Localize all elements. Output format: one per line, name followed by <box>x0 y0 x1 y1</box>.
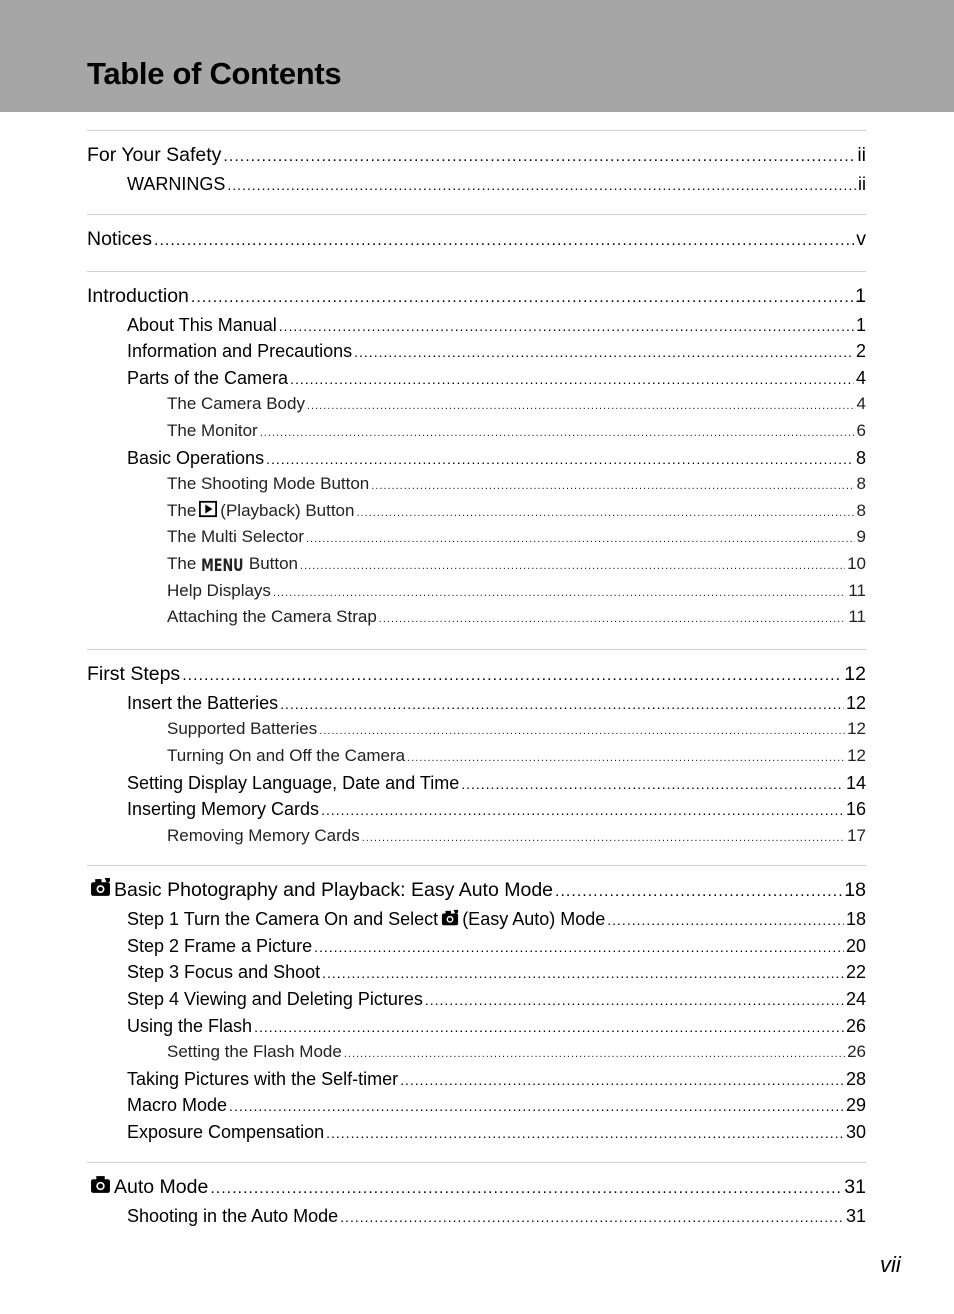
toc-entry-page: 24 <box>845 989 866 1010</box>
toc-entry-title <box>127 906 605 935</box>
toc-entry-title <box>87 658 180 690</box>
leader-dots <box>379 606 847 633</box>
toc-entry-page: 12 <box>845 692 866 713</box>
toc-entry[interactable] <box>87 312 866 339</box>
toc-entry-title <box>127 1119 324 1146</box>
toc-entry-page: 26 <box>845 1015 866 1036</box>
toc-entry[interactable] <box>87 1092 866 1119</box>
easy-auto-icon <box>441 908 459 935</box>
toc-section <box>87 649 866 866</box>
toc-entry-title <box>127 770 459 797</box>
toc-entry-title <box>127 1066 398 1093</box>
toc-section <box>87 865 866 1161</box>
toc-entry-page: 17 <box>847 825 866 845</box>
toc-entry-title <box>167 418 258 445</box>
toc-entry-label: Supported Batteries <box>167 719 318 739</box>
toc-entry-label: (Playback) Button <box>220 500 355 520</box>
toc-entry[interactable] <box>87 823 866 850</box>
leader-dots <box>407 745 845 772</box>
toc-entry-label: The Multi Selector <box>167 527 304 547</box>
toc-entry[interactable] <box>87 770 866 797</box>
leader-dots <box>229 1093 844 1120</box>
toc-entry[interactable] <box>87 658 866 690</box>
toc-entry-page: 8 <box>856 500 866 520</box>
toc-entry[interactable] <box>87 578 866 605</box>
toc-entry-title <box>167 471 369 498</box>
toc-entry[interactable] <box>87 280 866 312</box>
toc-entry-title <box>87 223 152 255</box>
toc-entry-title <box>167 1039 342 1066</box>
leader-dots <box>266 446 854 473</box>
toc-entry-label: Introduction <box>87 284 189 307</box>
toc-entry-title <box>167 551 298 580</box>
toc-entry[interactable] <box>87 986 866 1013</box>
toc-entry-title <box>167 823 360 850</box>
toc-entry-page: 12 <box>847 719 866 739</box>
toc-entry[interactable] <box>87 796 866 823</box>
toc-entry-page: 26 <box>847 1042 866 1062</box>
toc-entry-title <box>127 959 320 986</box>
toc-entry[interactable] <box>87 365 866 392</box>
toc-entry-page: v <box>856 227 866 250</box>
toc-entry[interactable] <box>87 418 866 445</box>
toc-entry-label: Attaching the Camera Strap <box>167 607 377 627</box>
toc-entry-label: Information and Precautions <box>127 341 353 362</box>
leader-dots <box>371 473 854 500</box>
toc-entry-label: Shooting in the Auto Mode <box>127 1205 339 1226</box>
toc-entry-title <box>127 1013 252 1040</box>
toc-entry-title <box>127 365 288 392</box>
toc-entry-title <box>87 139 221 171</box>
toc-entry-title <box>167 578 271 605</box>
toc-entry-label: Setting the Flash Mode <box>167 1042 342 1062</box>
leader-dots <box>607 907 844 934</box>
toc-entry-page: 8 <box>855 447 866 468</box>
toc-entry-title <box>167 524 304 551</box>
toc-entry-label: The Monitor <box>167 420 258 440</box>
toc-entry-page: 31 <box>844 1175 866 1198</box>
toc-entry-prefix: The <box>167 553 197 573</box>
toc-entry[interactable] <box>87 933 866 960</box>
toc-entry-label: Button <box>248 553 299 573</box>
leader-dots <box>223 141 855 173</box>
toc-entry-page: 4 <box>855 367 866 388</box>
toc-entry-title <box>127 171 225 198</box>
leader-dots <box>400 1067 844 1094</box>
toc-entry[interactable] <box>87 959 866 986</box>
toc-entry-page: 31 <box>845 1205 866 1226</box>
toc-entry-title <box>127 796 319 823</box>
toc-entry-label: Insert the Batteries <box>127 692 279 713</box>
toc-entry-title <box>87 874 553 908</box>
toc-entry-page: 1 <box>855 284 866 307</box>
toc-entry-page: 9 <box>856 527 866 547</box>
toc-entry-page: 8 <box>856 474 866 494</box>
toc-entry[interactable] <box>87 874 866 906</box>
toc-entry-title <box>127 1203 338 1230</box>
leader-dots <box>154 225 854 257</box>
leader-dots <box>227 172 856 199</box>
leader-dots <box>307 393 855 420</box>
toc-entry-title <box>127 312 277 339</box>
toc-entry[interactable] <box>87 551 866 578</box>
toc-entry-label: For Your Safety <box>87 144 222 166</box>
toc-entry-page: 11 <box>848 607 866 627</box>
toc-entry-label: The Camera Body <box>167 394 305 414</box>
toc-entry-page: 12 <box>847 745 866 765</box>
menu-icon: MENU <box>201 555 244 576</box>
toc-section <box>87 1162 866 1246</box>
toc-entry-title <box>127 338 352 365</box>
toc-entry-label: Auto Mode <box>114 1175 209 1198</box>
leader-dots <box>314 934 844 961</box>
toc-entry[interactable] <box>87 1203 866 1230</box>
leader-dots <box>300 553 845 580</box>
toc-entry-page: 12 <box>844 662 866 685</box>
toc-entry[interactable] <box>87 498 866 525</box>
leader-dots <box>425 987 844 1014</box>
toc-entry-page: 20 <box>845 935 866 956</box>
toc-entry[interactable] <box>87 445 866 472</box>
toc-entry-page: 18 <box>844 879 866 902</box>
toc-entry[interactable] <box>87 338 866 365</box>
toc-entry[interactable] <box>87 391 866 418</box>
leader-dots <box>356 500 854 527</box>
toc-entry-page: 16 <box>845 799 866 820</box>
leader-dots <box>344 1041 845 1068</box>
leader-dots <box>340 1204 844 1231</box>
toc-entry[interactable] <box>87 906 866 933</box>
leader-dots <box>260 420 855 447</box>
toc-section <box>87 214 866 271</box>
toc-entry-title <box>127 445 264 472</box>
toc-entry[interactable] <box>87 171 866 198</box>
toc-entry-label: Using the Flash <box>127 1015 253 1036</box>
toc-section <box>87 130 866 214</box>
toc-entry-title <box>87 1171 208 1205</box>
leader-dots <box>461 771 844 798</box>
toc-entry-title <box>167 391 305 418</box>
leader-dots <box>306 526 855 553</box>
toc-entry-label: About This Manual <box>127 314 277 335</box>
toc-entry-label: (Easy Auto) Mode <box>462 909 606 930</box>
toc-entry-page: 6 <box>856 420 866 440</box>
toc-entry-page: 14 <box>845 772 866 793</box>
toc-entry[interactable] <box>87 139 866 171</box>
leader-dots <box>290 366 854 393</box>
leader-dots <box>254 1014 844 1041</box>
toc-entry-title <box>127 986 423 1013</box>
leader-dots <box>182 660 842 692</box>
toc-entry-prefix: Step 1 Turn the Camera On and Select <box>127 909 439 930</box>
toc-entry-title <box>87 280 189 312</box>
leader-dots <box>354 339 854 366</box>
auto-camera-icon <box>90 1173 111 1205</box>
toc-entry-page: 28 <box>845 1068 866 1089</box>
leader-dots <box>555 876 842 908</box>
toc-entry[interactable] <box>87 471 866 498</box>
page-number: vii <box>880 1252 901 1277</box>
leader-dots <box>280 691 844 718</box>
leader-dots <box>322 960 844 987</box>
leader-dots <box>273 580 846 607</box>
toc-entry[interactable] <box>87 1119 866 1146</box>
toc-entry[interactable] <box>87 716 866 743</box>
toc-entry-label: Notices <box>87 227 153 250</box>
toc-entry-label: WARNINGS <box>127 174 226 194</box>
leader-dots <box>210 1173 842 1205</box>
leader-dots <box>279 313 854 340</box>
leader-dots <box>326 1120 844 1147</box>
leader-dots <box>362 825 845 852</box>
toc-entry-label: Step 2 Frame a Picture <box>127 935 313 956</box>
toc-entry-label: Step 3 Focus and Shoot <box>127 962 321 983</box>
toc-entry-prefix: The <box>167 500 197 520</box>
toc-entry[interactable] <box>87 1039 866 1066</box>
toc-entry-label: Turning On and Off the Camera <box>167 745 406 765</box>
toc-entry[interactable] <box>87 524 866 551</box>
table-of-contents <box>87 130 866 1245</box>
toc-entry[interactable] <box>87 690 866 717</box>
toc-entry-page: ii <box>857 144 866 166</box>
toc-entry-page: 4 <box>856 394 866 414</box>
toc-section <box>87 271 866 649</box>
toc-entry[interactable] <box>87 1013 866 1040</box>
toc-entry[interactable] <box>87 604 866 631</box>
toc-entry[interactable] <box>87 743 866 770</box>
toc-entry-label: Basic Operations <box>127 447 265 468</box>
toc-entry-title <box>127 1092 227 1119</box>
header-banner <box>0 0 954 112</box>
toc-entry-label: The Shooting Mode Button <box>167 474 370 494</box>
toc-entry-label: Exposure Compensation <box>127 1122 325 1143</box>
toc-entry-label: Macro Mode <box>127 1095 228 1116</box>
toc-entry-label: First Steps <box>87 662 181 685</box>
toc-entry-page: 11 <box>848 580 866 600</box>
leader-dots <box>321 797 844 824</box>
toc-entry-page: 30 <box>845 1122 866 1143</box>
toc-entry-title <box>127 933 312 960</box>
toc-entry-title <box>167 604 377 631</box>
toc-entry-page: 10 <box>847 553 866 573</box>
toc-entry-title <box>167 716 317 743</box>
toc-entry-label: Taking Pictures with the Self-timer <box>127 1068 399 1089</box>
toc-entry-title <box>167 743 405 770</box>
toc-entry-page: 2 <box>855 341 866 362</box>
toc-entry-page: 29 <box>845 1095 866 1116</box>
toc-entry-label: Step 4 Viewing and Deleting Pictures <box>127 989 423 1010</box>
toc-entry-title <box>167 498 354 527</box>
toc-entry-label: Help Displays <box>167 580 271 600</box>
toc-entry-page: ii <box>858 174 866 194</box>
toc-entry-page: 1 <box>855 314 866 335</box>
toc-entry[interactable] <box>87 223 866 255</box>
toc-entry-page: 18 <box>845 909 866 930</box>
toc-entry-title <box>127 690 278 717</box>
easy-auto-icon <box>90 876 111 908</box>
toc-entry[interactable] <box>87 1171 866 1203</box>
toc-entry-label: Setting Display Language, Date and Time <box>127 772 460 793</box>
toc-entry-page: 22 <box>845 962 866 983</box>
toc-entry-label: Parts of the Camera <box>127 367 289 388</box>
toc-entry-label: Basic Photography and Playback: Easy Auto Mode <box>114 879 554 902</box>
leader-dots <box>319 718 845 745</box>
page-title: Table of Contents <box>87 56 342 91</box>
playback-icon <box>199 500 217 527</box>
toc-entry-label: Inserting Memory Cards <box>127 799 320 820</box>
leader-dots <box>191 282 853 314</box>
toc-entry-label: Removing Memory Cards <box>167 825 360 845</box>
toc-entry[interactable] <box>87 1066 866 1093</box>
